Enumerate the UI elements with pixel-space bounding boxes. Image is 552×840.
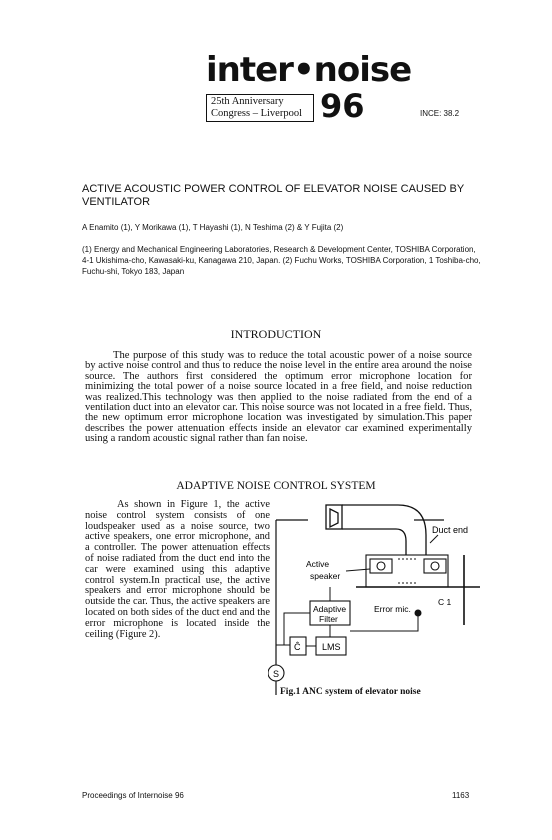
logo-year: 96 xyxy=(320,87,365,125)
adaptive-filter-label-1: Adaptive xyxy=(313,604,347,614)
introduction-paragraph: The purpose of this study was to reduce the total acoustic power of a noise source by active noise control and thus to reduce the noise level in the entire area around the noise source. The authors first considered the optimum error microphone location for minimizing the total power of a noise source located in a free field, and noise reduction was realized.This technology was then applied to the noise radiated from the end of a ventilation duct into an elevator car. This noise source was not located in a free field. Thus, the new optimum error microphone location was investigated by simulation.This paper describes the power attenuation effects inside an elevator car examined experimentally using a random acoustic signal rather than fan noise. xyxy=(85,350,472,445)
active-speaker-label-2: speaker xyxy=(310,571,341,581)
error-signal-line xyxy=(350,616,418,631)
c1-label: C 1 xyxy=(438,597,452,607)
error-microphone-icon xyxy=(415,610,422,617)
anniversary-box xyxy=(206,94,314,122)
c-hat-label: Ĉ xyxy=(294,642,301,652)
paper-title: ACTIVE ACOUSTIC POWER CONTROL OF ELEVATOR NOISE CAUSED BY VENTILATOR xyxy=(82,183,465,208)
adaptive-filter-label-2: Filter xyxy=(319,614,338,624)
author-list: A Enamito (1), Y Morikawa (1), T Hayashi (1), N Teshima (2) & Y Fujita (2) xyxy=(82,223,344,232)
duct-end-leader xyxy=(430,535,438,543)
active-speaker-left-icon xyxy=(377,562,385,570)
noise-source-label: S xyxy=(273,669,280,679)
error-mic-label: Error mic. xyxy=(374,604,411,614)
anc-system-heading: ADAPTIVE NOISE CONTROL SYSTEM xyxy=(176,480,376,492)
anc-system-paragraph: As shown in Figure 1, the active noise control system consists of one loudspeaker used as a noise source, two active speakers, one error microphone, and a controller. The power attenuation effects of noise radiated from the duct end into the car were examined using this adaptive control system.In practical use, the active speakers and error microphone should be outside the car. Thus, the active speakers are located on both sides of the duct end and the error microphone is located inside the ceiling (Figure 2). xyxy=(85,499,270,640)
anc-system-diagram xyxy=(268,495,480,695)
active-speaker-label-1: Active xyxy=(306,559,330,569)
figure-1-caption: Fig.1 ANC system of elevator noise xyxy=(280,687,421,697)
footer-proceedings: Proceedings of Internoise 96 xyxy=(82,791,184,800)
duct-end-label: Duct end xyxy=(432,525,469,535)
anniversary-line-2: Congress – Liverpool xyxy=(211,108,302,119)
anniversary-line-1: 25th Anniversary xyxy=(211,96,284,107)
introduction-heading: INTRODUCTION xyxy=(230,327,322,341)
page-number: 1163 xyxy=(452,791,470,800)
ince-reference: INCE: 38.2 xyxy=(420,109,460,118)
lms-label: LMS xyxy=(322,642,341,652)
speaker-housing xyxy=(366,555,448,587)
active-speaker-right-icon xyxy=(431,562,439,570)
affiliations: (1) Energy and Mechanical Engineering Laboratories, Research & Development Center, TOSHIBA Corporation, 4-1 Ukishima-cho, Kawasaki-ku, Kanagawa 210, Japan. (2) Fuchu Works, TOSHIBA Corporation, 1 Toshiba-cho, Fuchu-shi, Tokyo 183, Japan xyxy=(82,245,481,276)
internoise-logo-wordmark: inter•noise xyxy=(206,50,412,90)
ventilation-duct xyxy=(326,505,426,555)
